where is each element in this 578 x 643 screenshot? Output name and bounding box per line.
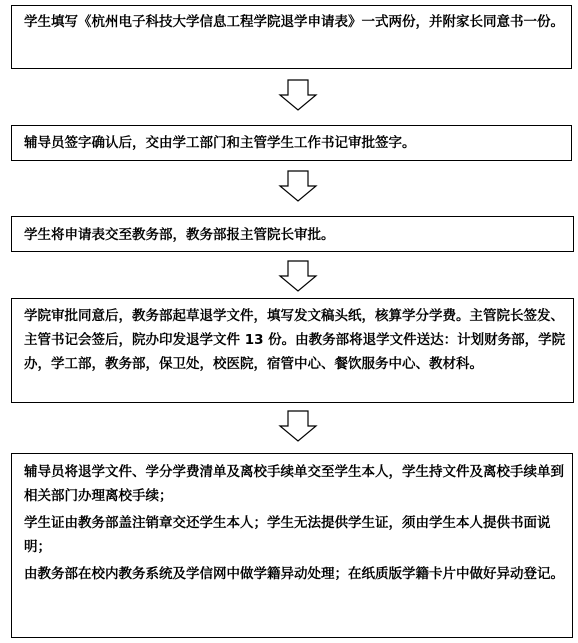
- step-5-text-3: 由教务部在校内教务系统及学信网中做学籍异动处理；在纸质版学籍卡片中做好异动登记。: [24, 566, 564, 582]
- step-3-text: 学生将申请表交至教务部，教务部报主管院长审批。: [24, 227, 335, 243]
- flow-step-2: [11, 125, 572, 161]
- flow-step-4: [11, 298, 574, 403]
- step-5-text-1: 辅导员将退学文件、学分学费清单及离校手续单交至学生本人，学生持文件及离校手续单到相关部门办理离校手续；: [24, 464, 564, 504]
- step-5-text-2: 学生证由教务部盖注销章交还学生本人；学生无法提供学生证，须由学生本人提供书面说明；: [24, 515, 551, 555]
- step-2-text: 辅导员签字确认后，交由学工部门和主管学生工作书记审批签字。: [24, 135, 416, 151]
- down-arrow-icon: [278, 170, 318, 202]
- step-1-text: 学生填写《杭州电子科技大学信息工程学院退学申请表》一式两份，并附家长同意书一份。: [24, 14, 564, 30]
- flow-step-3: [11, 216, 574, 252]
- down-arrow-icon: [278, 79, 318, 111]
- step-4-text: 学院审批同意后，教务部起草退学文件，填写发文稿头纸，核算学分学费。主管院长签发、主管书记会签后，院办印发退学文件 13 份。由教务部将退学文件送达：计划财务部，学院办，学工部，教务部，保卫处，校医院，宿管中心、餐饮服务中心、教材科。: [24, 308, 566, 372]
- down-arrow-icon: [278, 410, 318, 442]
- flow-step-5: [11, 453, 573, 638]
- down-arrow-icon: [278, 260, 318, 292]
- flow-step-1: [11, 5, 572, 69]
